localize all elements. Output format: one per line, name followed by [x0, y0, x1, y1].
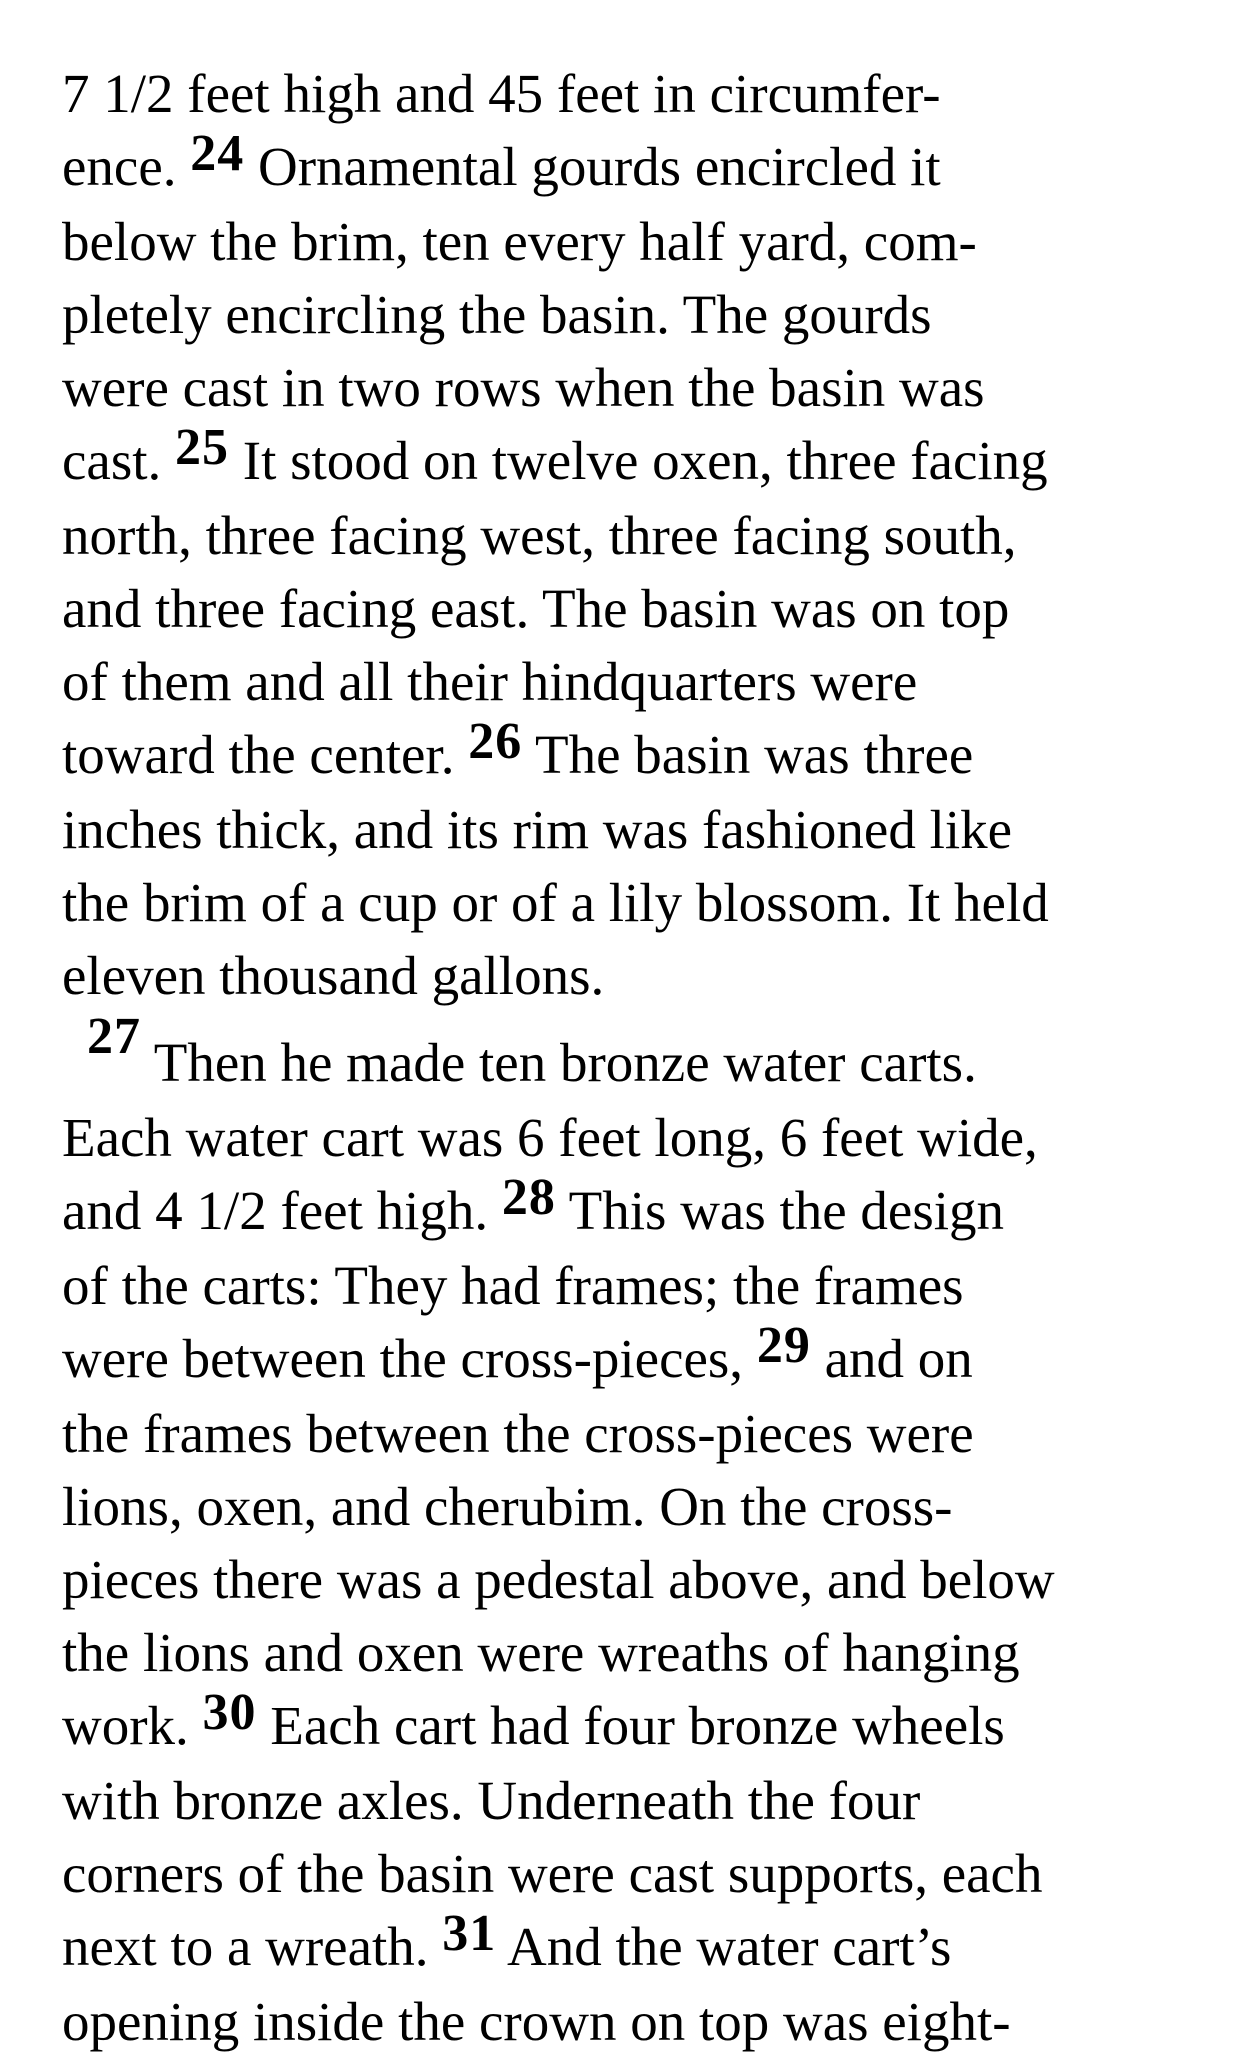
text-line	[62, 713, 1202, 793]
verse-text: the brim of a cup or of a lily blossom. It held	[62, 872, 1049, 933]
text-line	[62, 1470, 1202, 1543]
verse-text: ence.	[62, 136, 191, 197]
verse-number[interactable]: 31	[442, 1905, 497, 1962]
text-line	[62, 939, 1202, 1012]
verse-text: corners of the basin were cast supports, each	[62, 1843, 1043, 1904]
verse-text: lions, oxen, and cherubim. On the cross-	[62, 1476, 953, 1537]
verse-text: inches thick, and its rim was fashioned like	[62, 799, 1013, 860]
verse-text: and 4 1/2 feet high.	[62, 1180, 502, 1241]
verse-number[interactable]: 30	[202, 1684, 257, 1741]
text-line	[62, 645, 1202, 718]
verse-number[interactable]: 29	[756, 1317, 811, 1374]
verse-text: and three facing east. The basin was on top	[62, 578, 1010, 639]
text-line	[62, 1684, 1202, 1764]
verse-text: opening inside the crown on top was eight-	[62, 1991, 1011, 2052]
verse-number[interactable]: 27	[87, 1008, 141, 1065]
verse-text: the frames between the cross-pieces were	[62, 1403, 974, 1464]
verse-text: with bronze axles. Underneath the four	[62, 1770, 921, 1831]
paragraph	[62, 57, 1202, 1012]
verse-text: next to a wreath.	[62, 1916, 443, 1977]
verse-text: of the carts: They had frames; the frames	[62, 1255, 964, 1316]
paragraph	[62, 1008, 1202, 2058]
text-line	[62, 351, 1202, 424]
verse-text: Then he made ten bronze water carts.	[141, 1032, 977, 1093]
text-line	[62, 1616, 1202, 1689]
text-line	[62, 1764, 1202, 1837]
verse-text: the lions and oxen were wreaths of hanging	[62, 1622, 1020, 1683]
text-line	[62, 1008, 1202, 1101]
verse-text: And the water cart’s	[496, 1916, 952, 1977]
verse-text: below the brim, ten every half yard, com-	[62, 211, 977, 272]
text-line	[62, 1905, 1202, 1985]
verse-text: It stood on twelve oxen, three facing	[229, 430, 1048, 491]
verse-text: cast.	[62, 430, 176, 491]
verse-text: work.	[62, 1695, 203, 1756]
verse-number[interactable]: 24	[190, 125, 245, 182]
text-line	[62, 1985, 1202, 2058]
verse-text: were between the cross-pieces,	[62, 1328, 757, 1389]
text-line	[62, 419, 1202, 499]
verse-text: toward the center.	[62, 724, 469, 785]
text-line	[62, 1169, 1202, 1249]
text-line	[62, 205, 1202, 278]
verse-text: pletely encircling the basin. The gourds	[62, 284, 932, 345]
text-line	[62, 57, 1202, 130]
text-line	[62, 572, 1202, 645]
text-line	[62, 866, 1202, 939]
verse-number[interactable]: 25	[175, 419, 230, 476]
verse-text: and on	[810, 1328, 973, 1389]
text-line	[62, 278, 1202, 351]
passage[interactable]	[62, 57, 1202, 2058]
verse-text: Ornamental gourds encircled it	[244, 136, 941, 197]
verse-number[interactable]: 28	[501, 1169, 556, 1226]
verse-text: eleven thousand gallons.	[62, 945, 605, 1006]
verse-text: 7 1/2 feet high and 45 feet in circumfer-	[62, 63, 941, 124]
verse-text: of them and all their hindquarters were	[62, 651, 918, 712]
text-line	[62, 1101, 1202, 1174]
text-line	[62, 125, 1202, 205]
text-line	[62, 1837, 1202, 1910]
verse-text: This was the design	[555, 1180, 1005, 1241]
text-line	[62, 499, 1202, 572]
verse-text: were cast in two rows when the basin was	[62, 357, 985, 418]
text-line	[62, 793, 1202, 866]
verse-text: Each water cart was 6 feet long, 6 feet wide,	[62, 1107, 1038, 1168]
text-line	[62, 1543, 1202, 1616]
text-line	[62, 1249, 1202, 1322]
text-line	[62, 1397, 1202, 1470]
text-line	[62, 1317, 1202, 1397]
verse-number[interactable]: 26	[468, 713, 523, 770]
verse-text: pieces there was a pedestal above, and below	[62, 1549, 1055, 1610]
verse-text: north, three facing west, three facing south,	[62, 505, 1017, 566]
verse-text: Each cart had four bronze wheels	[256, 1695, 1005, 1756]
verse-text: The basin was three	[522, 724, 974, 785]
